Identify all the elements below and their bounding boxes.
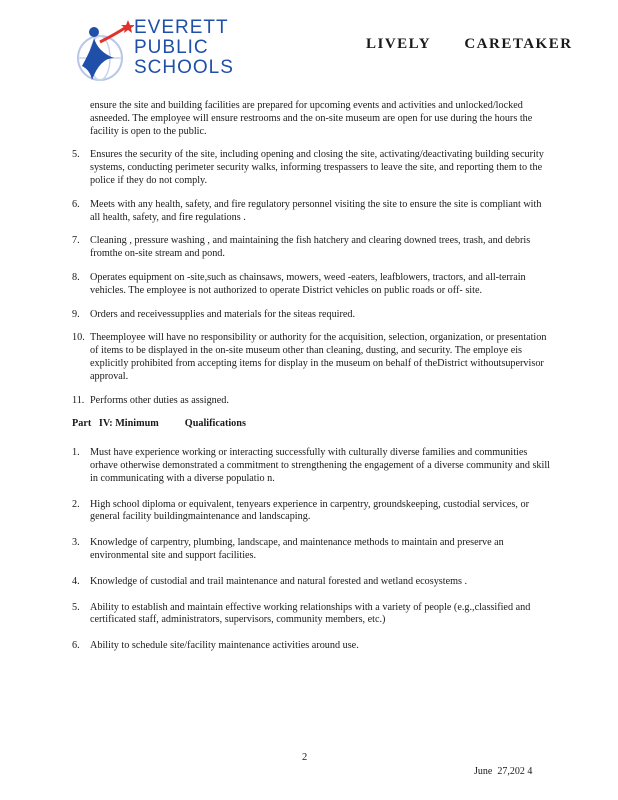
list-item — [72, 272, 550, 298]
section-heading — [72, 418, 550, 431]
list-item — [72, 537, 550, 563]
document-title: LIVELY CARETAKER — [366, 36, 573, 52]
revision-date: June 27,202 4 — [474, 766, 533, 777]
list-item — [72, 640, 550, 653]
section-heading-title: Qualifications — [184, 418, 246, 430]
list-item — [72, 602, 550, 628]
logo-wordmark — [134, 18, 234, 78]
item-number: 4. — [72, 575, 80, 587]
item-number: 1. — [72, 447, 80, 459]
item-number: 3. — [72, 537, 80, 549]
list-item — [72, 499, 550, 525]
item-number: 10. — [72, 332, 85, 344]
list-item — [72, 199, 550, 225]
item-text: Operates equipment on -site,such as chainsaws, mowers, weed -eaters, leafblowers, tractors, and all-terrain vehicles. The employee is not authorized to operate District vehicles on public roads or off- site. — [90, 271, 526, 296]
item-text: Orders and receivessupplies and materials for the siteas required. — [90, 308, 356, 320]
qualifications-list — [72, 447, 550, 653]
page-number: 2 — [302, 752, 308, 763]
list-item — [72, 309, 550, 322]
continuation-paragraph: ensure the site and building facilities are prepared for upcoming events and activities and unlocked/locked asneeded. The employee will ensure restrooms and the on-site museum are open for use during the hours the facility is open to the public. — [90, 100, 533, 137]
item-number: 9. — [72, 308, 80, 320]
list-item — [72, 576, 550, 589]
item-number: 7. — [72, 235, 80, 247]
item-number: 8. — [72, 271, 80, 283]
item-text: High school diploma or equivalent, tenyears experience in carpentry, groundskeeping, custodial services, or general facility buildingmaintenance and landscaping. — [90, 498, 529, 523]
list-item — [72, 332, 550, 383]
document-body — [72, 100, 550, 666]
item-text: Ensures the security of the site, including opening and closing the site, activating/deactivating building security systems, conducting perimeter security walks, informing trespassers to leave the site, and reporting them to the police if they do not comply. — [90, 149, 544, 186]
item-number: 2. — [72, 498, 80, 510]
logo-line-schools: SCHOOLS — [134, 57, 234, 78]
list-item — [72, 395, 550, 408]
list-item — [72, 235, 550, 261]
item-text: Knowledge of custodial and trail maintenance and natural forested and wetland ecosystems . — [90, 575, 468, 587]
list-item — [72, 447, 550, 485]
item-number: 5. — [72, 601, 80, 613]
logo-line-public: PUBLIC — [134, 37, 209, 58]
item-number: 11. — [72, 394, 85, 406]
district-logo — [70, 18, 250, 88]
item-number: 5. — [72, 149, 80, 161]
logo-line-everett: EVERETT — [134, 17, 229, 38]
item-number: 6. — [72, 198, 80, 210]
list-item — [72, 149, 550, 187]
item-text: Performs other duties as assigned. — [90, 394, 229, 406]
item-text: Cleaning , pressure washing , and maintaining the fish hatchery and clearing downed trees, trash, and debris fromthe on-site stream and pond. — [90, 235, 531, 260]
item-text: Knowledge of carpentry, plumbing, landscape, and maintenance methods to maintain and preserve an environmental site and support facilities. — [90, 537, 504, 561]
item-text: Ability to establish and maintain effective working relationships with a variety of people (e.g.,classified and certificated staff, administrators, supervisors, community members, etc.) — [90, 601, 531, 626]
section-heading-part: Part IV: Minimum — [72, 418, 159, 430]
item-text: Ability to schedule site/facility maintenance activities around use. — [90, 640, 359, 652]
item-number: 6. — [72, 640, 80, 652]
item-text: Meets with any health, safety, and fire regulatory personnel visiting the site to ensure the site is compliant with all health, safety, and fire regulations . — [90, 198, 542, 223]
duties-list — [72, 149, 550, 407]
globe-figure-icon — [70, 18, 134, 88]
item-text: Must have experience working or interacting successfully with culturally diverse families and communities orhave otherwise demonstrated a commitment to strengthening the engagement of a diverse community and skill in communicating with a diverse populatio n. — [90, 447, 551, 484]
item-text: Theemployee will have no responsibility or authority for the acquisition, selection, organization, or presentation of items to be displayed in the on-site museum other than cleaning, dusting, and security. The employe eis explicitly prohibited from accepting items for display in the museum on behalf of theDistrict withoutsupervisor approval. — [90, 332, 547, 382]
